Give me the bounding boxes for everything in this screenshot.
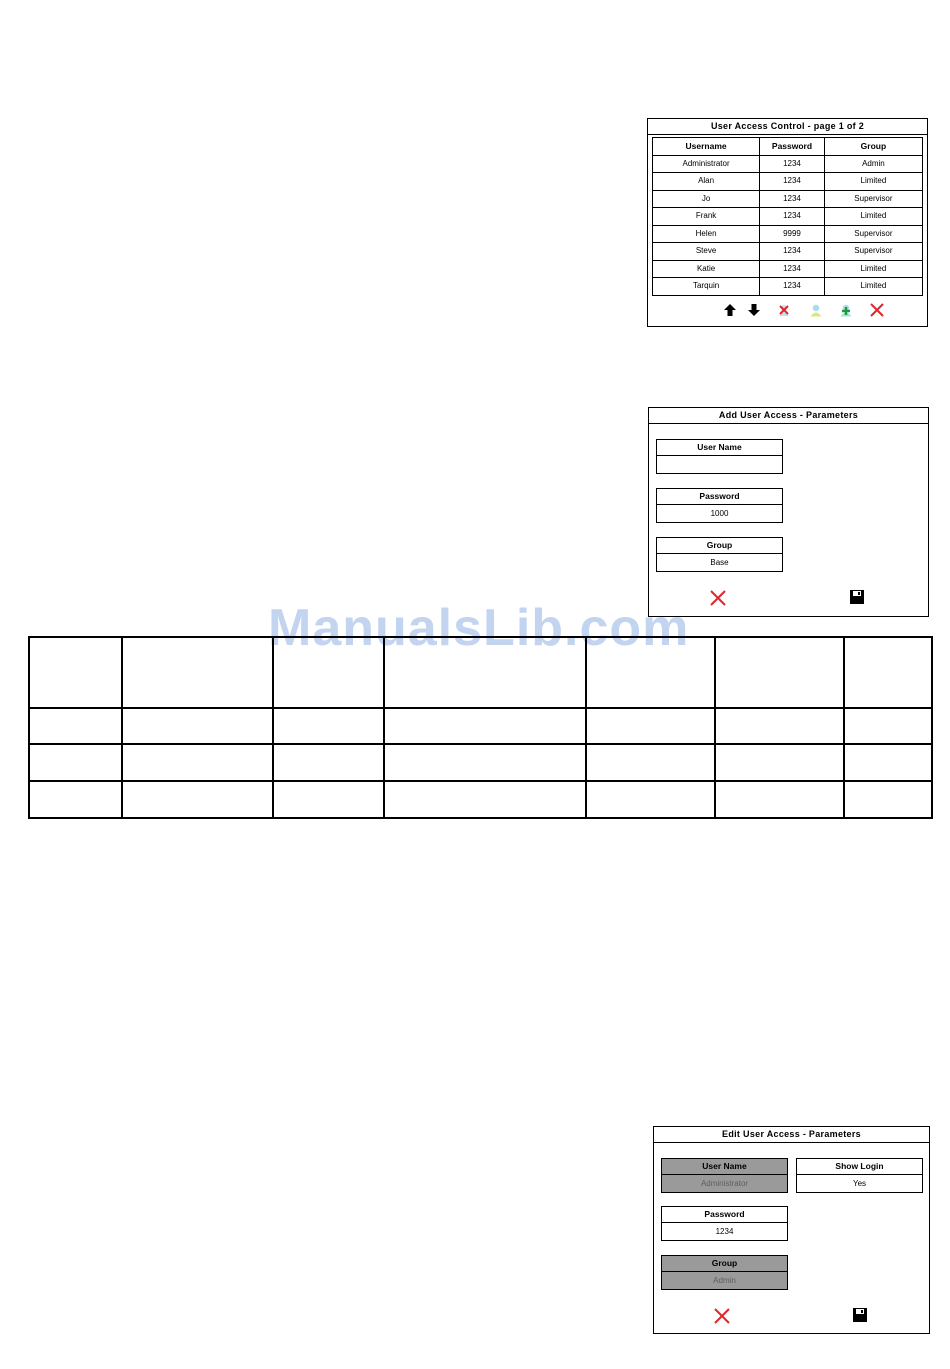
cancel-icon[interactable]	[713, 1307, 731, 1325]
table-cell	[844, 781, 932, 818]
username-cell: Katie	[653, 260, 760, 278]
password-input[interactable]: 1234	[715, 1227, 734, 1236]
username-cell: Helen	[653, 225, 760, 243]
user-name-field	[661, 1158, 788, 1193]
table-cell	[122, 744, 273, 781]
table-row[interactable]	[653, 260, 923, 278]
cancel-icon[interactable]	[709, 589, 727, 607]
table-cell	[586, 708, 715, 744]
password-input[interactable]: 1000	[710, 509, 729, 518]
user-table	[652, 137, 923, 296]
username-cell: Administrator	[653, 155, 760, 173]
table-cell	[29, 708, 122, 744]
table-cell	[844, 637, 932, 708]
panel-title: User Access Control - page 1 of 2	[648, 119, 927, 135]
table-cell	[586, 781, 715, 818]
field-label: Password	[657, 489, 782, 505]
field-label: User Name	[657, 440, 782, 456]
table-row[interactable]	[653, 190, 923, 208]
table-cell	[715, 781, 844, 818]
user-name-field[interactable]	[656, 439, 783, 474]
group-select[interactable]: Base	[710, 558, 729, 567]
table-cell	[715, 744, 844, 781]
arrow-up-icon[interactable]	[722, 302, 738, 318]
watermark: ManualsLib.com	[268, 599, 690, 657]
column-header-password: Password	[760, 138, 825, 156]
table-row	[29, 781, 932, 818]
table-cell	[586, 744, 715, 781]
table-cell	[29, 781, 122, 818]
table-cell	[384, 708, 586, 744]
table-cell	[715, 708, 844, 744]
table-row[interactable]	[653, 278, 923, 296]
user-name-value: Administrator	[662, 1175, 787, 1192]
table-row[interactable]	[653, 225, 923, 243]
show-login-select[interactable]: Yes	[852, 1179, 867, 1188]
password-cell: 1234	[760, 155, 825, 173]
delete-user-icon[interactable]	[776, 302, 792, 318]
password-cell: 1234	[760, 278, 825, 296]
field-label: Group	[662, 1256, 787, 1272]
password-field[interactable]	[656, 488, 783, 523]
group-cell: Supervisor	[824, 225, 922, 243]
edit-user-icon[interactable]	[808, 302, 824, 318]
user-name-input[interactable]	[657, 456, 782, 473]
group-cell: Limited	[824, 260, 922, 278]
add-user-icon[interactable]	[838, 302, 854, 318]
group-cell: Limited	[824, 278, 922, 296]
group-cell: Supervisor	[824, 243, 922, 261]
table-cell	[273, 637, 384, 708]
table-cell	[122, 708, 273, 744]
save-icon[interactable]	[852, 1307, 868, 1323]
table-cell	[122, 637, 273, 708]
table-cell	[844, 744, 932, 781]
table-cell	[844, 708, 932, 744]
field-label: Password	[662, 1207, 787, 1223]
table-row[interactable]	[653, 155, 923, 173]
group-cell: Supervisor	[824, 190, 922, 208]
password-cell: 1234	[760, 173, 825, 191]
username-cell: Alan	[653, 173, 760, 191]
password-field[interactable]	[661, 1206, 788, 1241]
table-cell	[273, 781, 384, 818]
column-header-group: Group	[824, 138, 922, 156]
panel-title: Edit User Access - Parameters	[654, 1127, 929, 1143]
table-cell	[273, 744, 384, 781]
table-cell	[29, 637, 122, 708]
save-icon[interactable]	[849, 589, 865, 605]
table-cell	[384, 744, 586, 781]
show-login-field[interactable]	[796, 1158, 923, 1193]
column-header-username: Username	[653, 138, 760, 156]
table-cell	[122, 781, 273, 818]
password-cell: 1234	[760, 208, 825, 226]
table-row[interactable]	[653, 173, 923, 191]
close-icon[interactable]	[868, 301, 886, 319]
username-cell: Tarquin	[653, 278, 760, 296]
field-label: Show Login	[797, 1159, 922, 1175]
user-table-toolbar	[722, 301, 886, 319]
table-row	[29, 708, 932, 744]
field-label: Group	[657, 538, 782, 554]
blank-table	[28, 636, 933, 819]
username-cell: Frank	[653, 208, 760, 226]
table-cell	[384, 637, 586, 708]
field-label: User Name	[662, 1159, 787, 1175]
table-cell	[29, 744, 122, 781]
username-cell: Steve	[653, 243, 760, 261]
group-cell: Limited	[824, 173, 922, 191]
group-field	[661, 1255, 788, 1290]
password-cell: 9999	[760, 225, 825, 243]
table-row[interactable]	[653, 243, 923, 261]
table-cell	[715, 637, 844, 708]
table-cell	[273, 708, 384, 744]
table-row[interactable]	[653, 208, 923, 226]
table-row	[29, 744, 932, 781]
panel-title: Add User Access - Parameters	[649, 408, 928, 424]
arrow-down-icon[interactable]	[746, 302, 762, 318]
username-cell: Jo	[653, 190, 760, 208]
group-cell: Limited	[824, 208, 922, 226]
table-header-row	[653, 138, 923, 156]
table-cell	[586, 637, 715, 708]
group-field[interactable]	[656, 537, 783, 572]
password-cell: 1234	[760, 243, 825, 261]
password-cell: 1234	[760, 190, 825, 208]
password-cell: 1234	[760, 260, 825, 278]
group-value: Admin	[662, 1272, 787, 1289]
table-row	[29, 637, 932, 708]
table-cell	[384, 781, 586, 818]
group-cell: Admin	[824, 155, 922, 173]
